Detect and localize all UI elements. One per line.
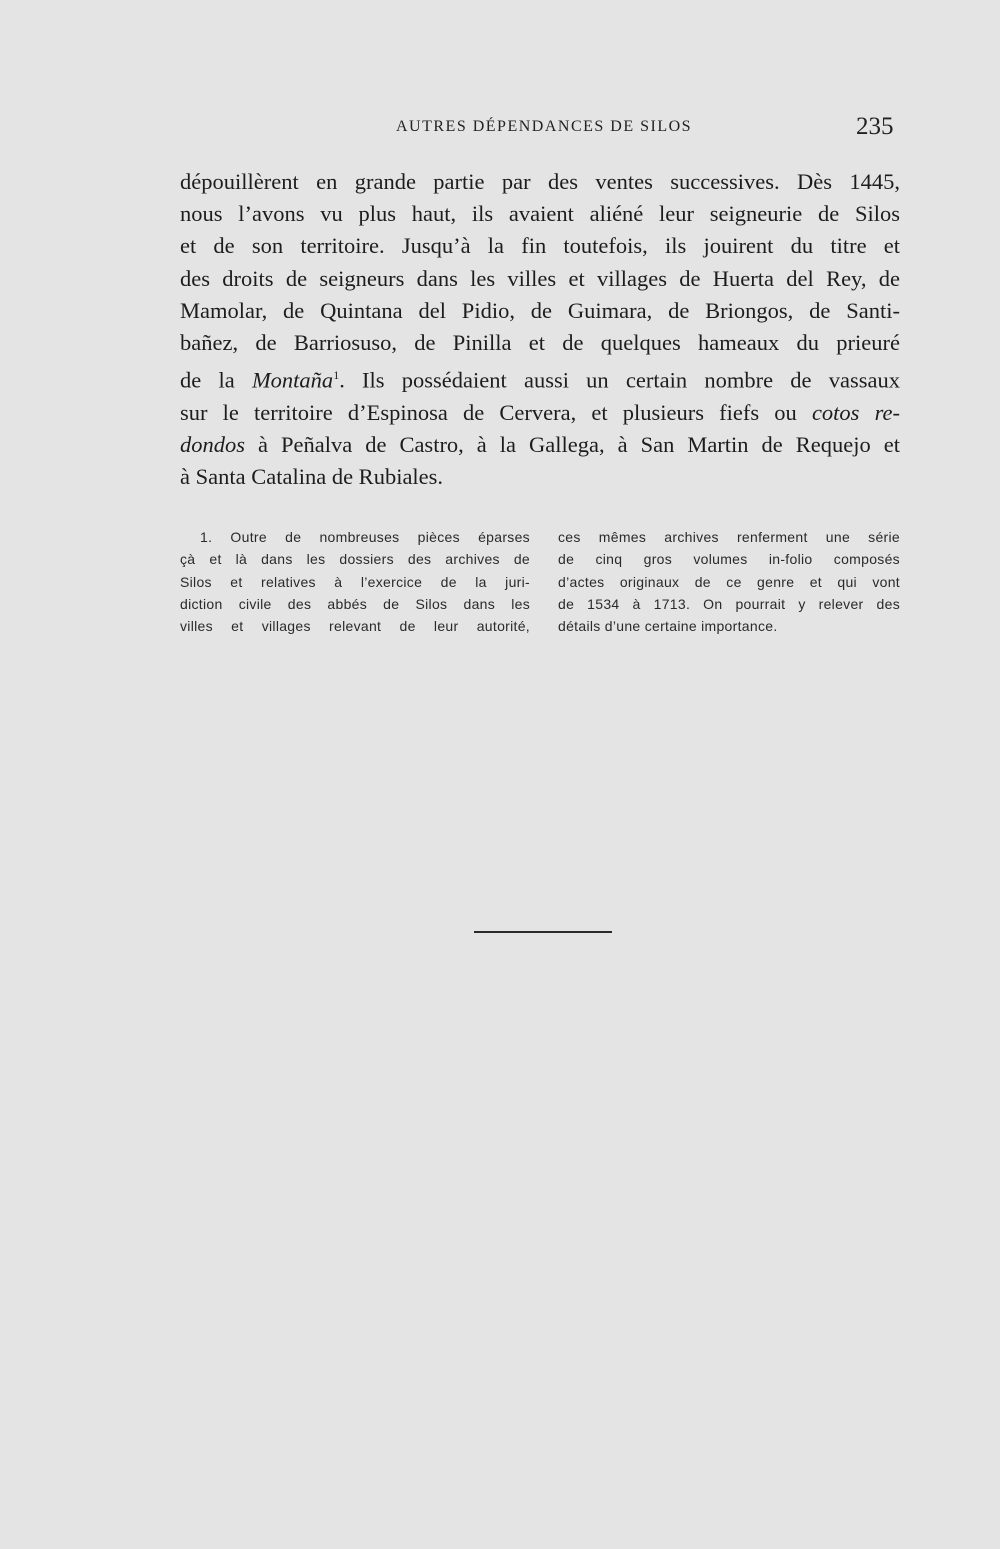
footnote-column-left bbox=[180, 526, 530, 637]
italic-term: dondos bbox=[180, 432, 246, 458]
body-line: des droits de seigneurs dans les villes et villages de Huerta del Rey, de bbox=[180, 265, 900, 291]
body-line: dondos à Peñalva de Castro, à la Gallega, à San Martin de Requejo et bbox=[180, 432, 900, 458]
italic-term: cotos re- bbox=[811, 399, 900, 425]
body-line: et de son territoire. Jusqu’à la fin toutefois, ils jouirent du titre et bbox=[180, 233, 900, 259]
section-divider bbox=[474, 931, 612, 933]
body-line: Mamolar, de Quintana del Pidio, de Guimara, de Briongos, de Santi- bbox=[180, 297, 900, 323]
footnote-line: détails d’une certaine importance. bbox=[558, 618, 778, 635]
footnote-line: çà et là dans les dossiers des archives de bbox=[180, 551, 530, 568]
italic-term: Montaña bbox=[251, 367, 334, 393]
footnotes bbox=[180, 526, 900, 646]
footnote-line: de cinq gros volumes in-folio composés bbox=[558, 551, 900, 568]
footnote-line: de 1534 à 1713. On pourrait y relever des bbox=[558, 595, 900, 612]
page-number: 235 bbox=[856, 113, 894, 140]
footnote-line: Silos et relatives à l’exercice de la juri- bbox=[180, 573, 530, 590]
footnote-line: ces mêmes archives renferment une série bbox=[558, 529, 900, 545]
footnote-line: diction civile des abbés de Silos dans les bbox=[180, 595, 530, 612]
body-line: bañez, de Barriosuso, de Pinilla et de quelques hameaux du prieuré bbox=[180, 330, 900, 356]
footnote-marker: 1 bbox=[333, 368, 340, 383]
running-header bbox=[0, 113, 1000, 148]
body-text bbox=[180, 166, 900, 494]
footnote-column-right bbox=[558, 526, 900, 637]
body-line: nous l’avons vu plus haut, ils avaient aliéné leur seigneurie de Silos bbox=[180, 201, 900, 227]
body-line: dépouillèrent en grande partie par des ventes successives. Dès 1445, bbox=[180, 169, 900, 194]
body-line: sur le territoire d’Espinosa de Cervera, et plusieurs fiefs ou cotos re- bbox=[180, 399, 900, 425]
body-line: à Santa Catalina de Rubiales. bbox=[180, 464, 444, 490]
footnote-line: villes et villages relevant de leur autorité, bbox=[180, 618, 530, 635]
running-title: AUTRES DÉPENDANCES DE SILOS bbox=[396, 118, 693, 135]
footnote-line: d’actes originaux de ce genre et qui vont bbox=[558, 573, 900, 590]
body-line: de la Montaña$^1$. Ils possédaient aussi un certain nombre de vassaux bbox=[180, 367, 900, 393]
footnote-line: 1. Outre de nombreuses pièces éparses bbox=[200, 529, 530, 545]
